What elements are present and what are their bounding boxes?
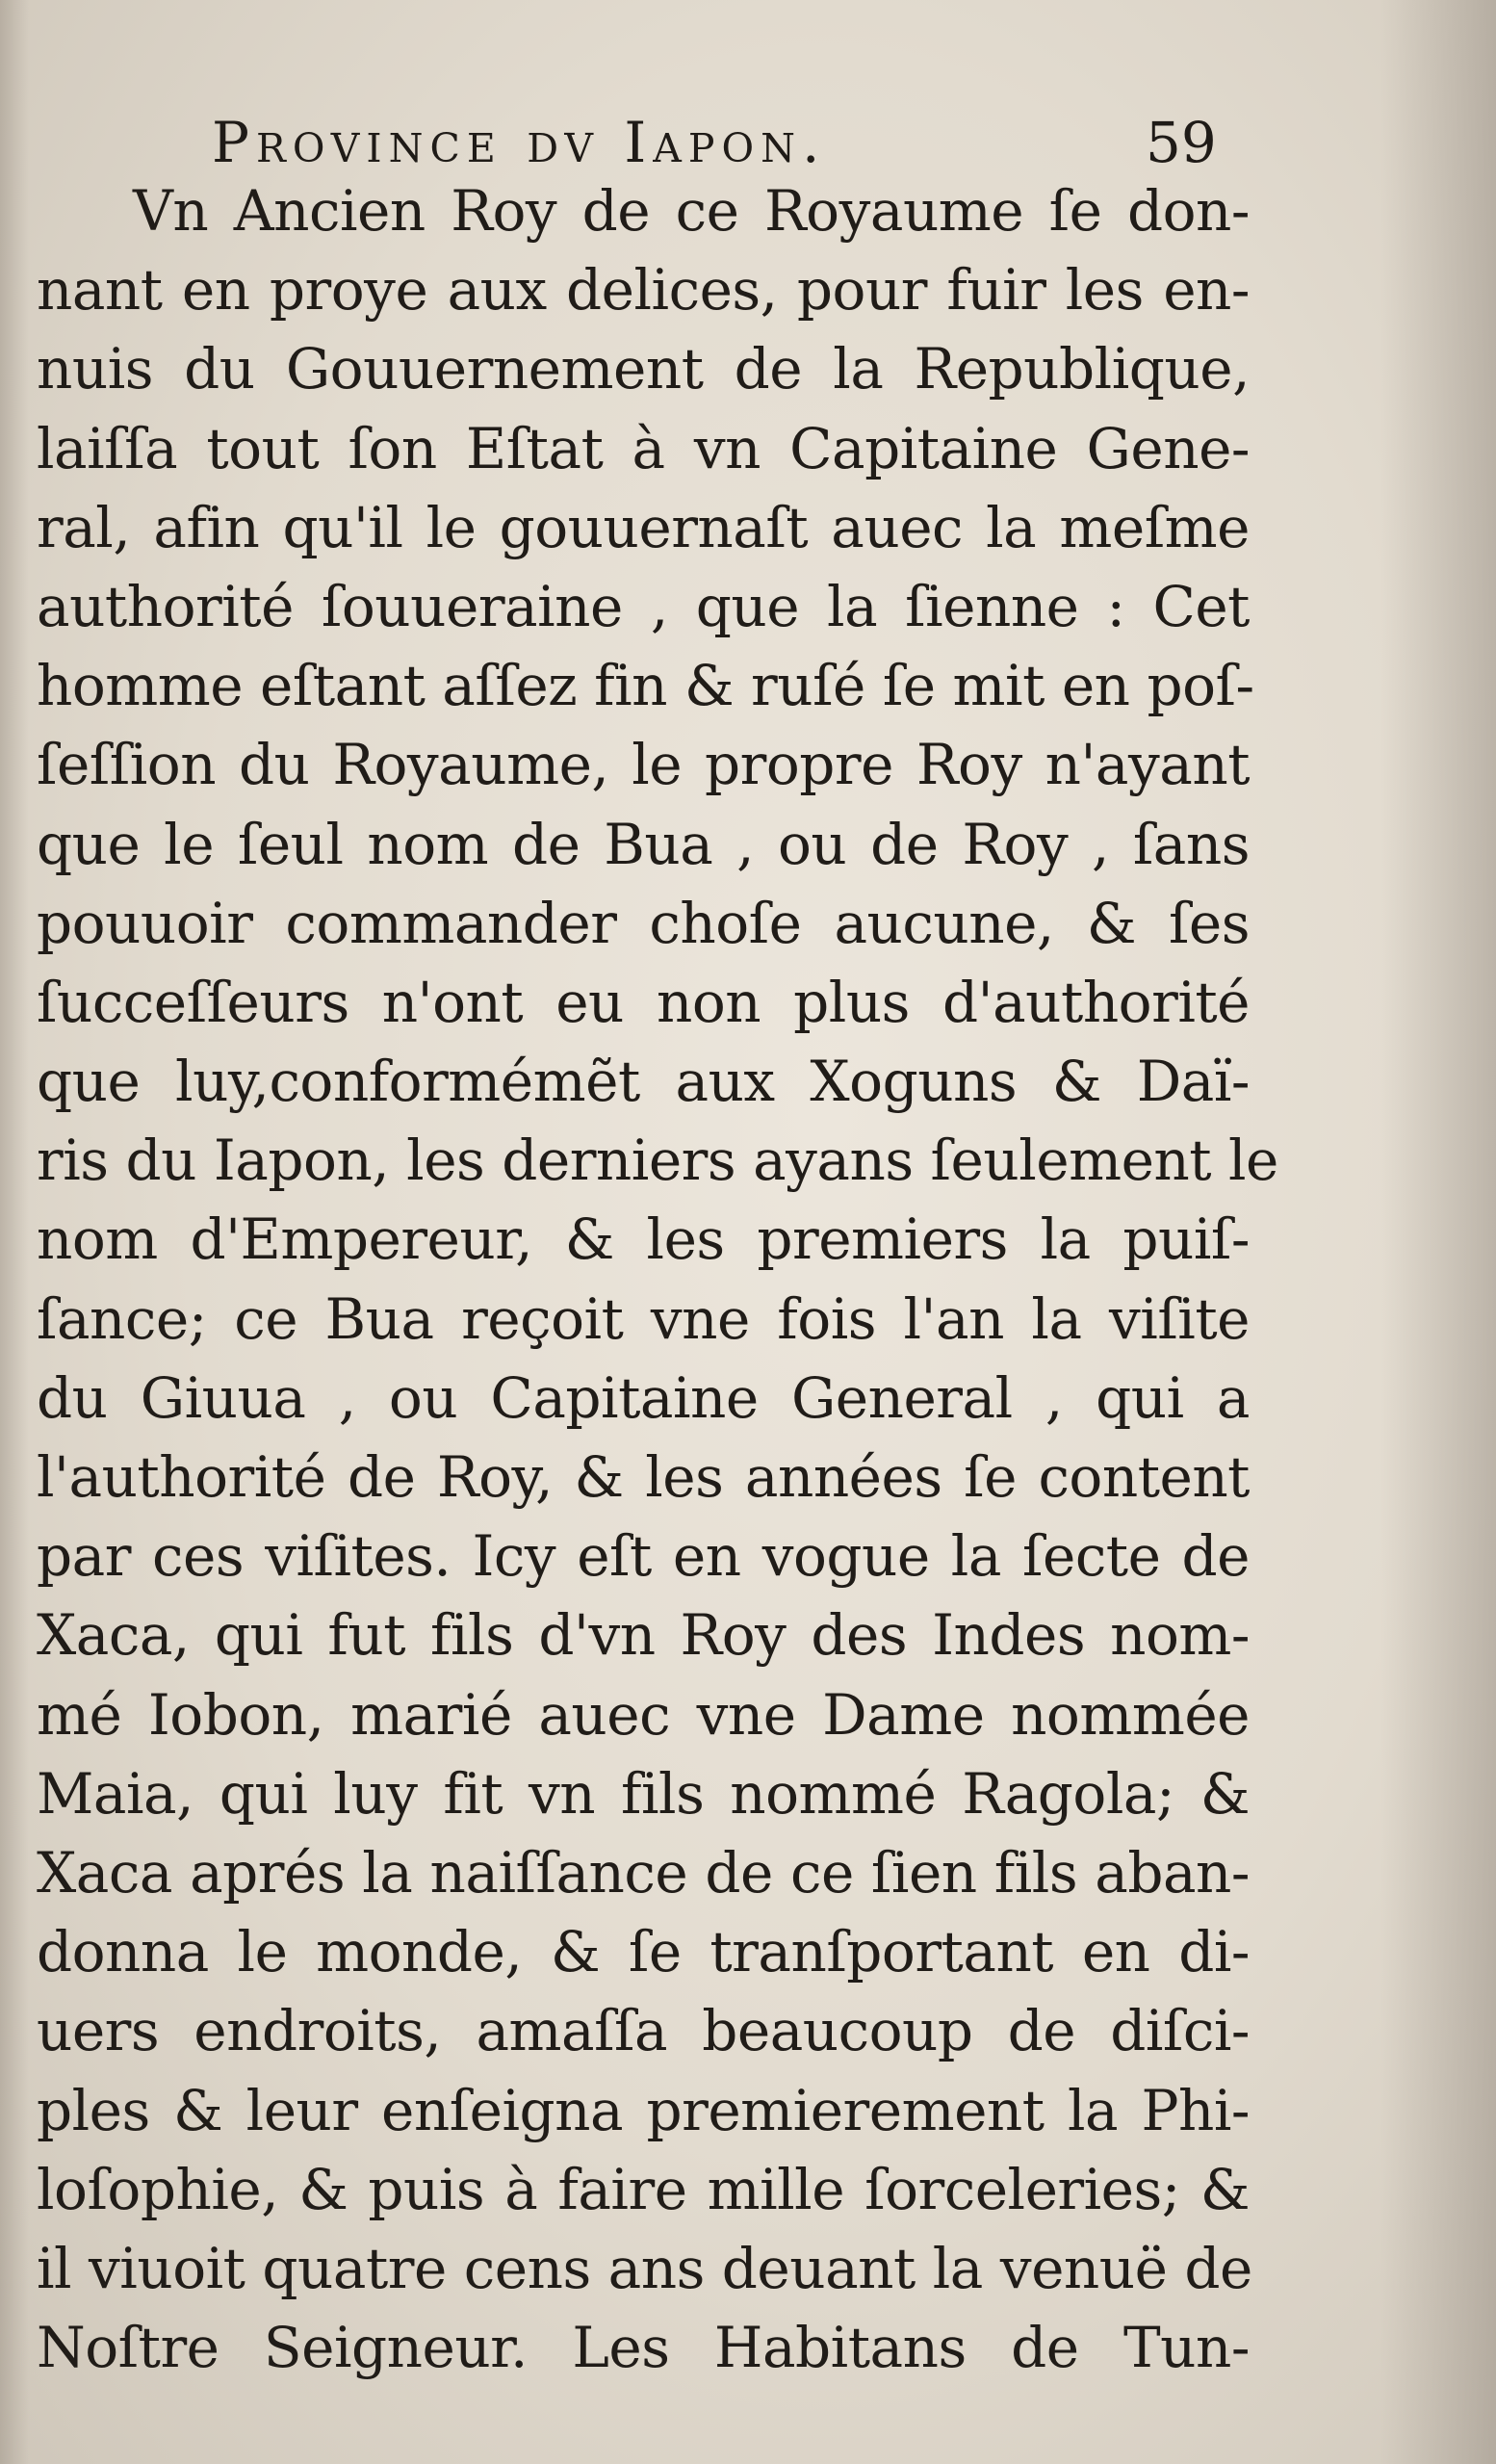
text-line: ſucceſſeurs n'ont eu non plus d'authorité — [37, 969, 1250, 1035]
page-left-edge — [0, 0, 29, 2464]
body-text — [37, 171, 1278, 2387]
text-line: Vn Ancien Roy de ce Royaume ſe don- — [133, 178, 1250, 244]
text-line: mé Iobon, marié auec vne Dame nommée — [37, 1681, 1250, 1748]
text-line: du Giuua , ou Capitaine General , qui a — [37, 1364, 1250, 1431]
text-line: par ces viſites. Icy eſt en vogue la ſecte de — [37, 1523, 1250, 1590]
text-line: que luy,conformémẽt aux Xoguns & Daï- — [37, 1049, 1250, 1115]
gutter-shadow — [1380, 0, 1496, 2464]
text-line: Xaca aprés la naiſſance de ce ſien fils aban- — [37, 1839, 1250, 1906]
text-line: l'authorité de Roy, & les années ſe content — [37, 1444, 1250, 1510]
text-line: homme eſtant aſſez fin & ruſé ſe mit en poſ- — [37, 653, 1254, 719]
text-line: ſance; ce Bua reçoit vne fois l'an la viſite — [37, 1285, 1250, 1352]
text-line: nant en proye aux delices, pour fuir les en- — [37, 257, 1250, 324]
text-line: nuis du Gouuernement de la Republique, — [37, 336, 1250, 402]
running-title: Province dv Iapon. — [212, 110, 827, 175]
text-line: Xaca, qui fut fils d'vn Roy des Indes nom- — [37, 1602, 1250, 1669]
text-line: uers endroits, amaſſa beaucoup de diſci- — [37, 1998, 1250, 2064]
text-line: ris du Iapon, les derniers ayans ſeulement le — [37, 1128, 1278, 1194]
page-header — [144, 104, 1251, 181]
text-line: loſophie, & puis à faire mille ſorceleries; & — [37, 2156, 1250, 2222]
text-line: Noſtre Seigneur. Les Habitans de Tun- — [37, 2315, 1250, 2381]
text-line: laiſſa tout ſon Eſtat à vn Capitaine Gene- — [37, 415, 1250, 481]
text-line: donna le monde, & ſe tranſportant en di- — [37, 1919, 1250, 1985]
text-line: ral, afin qu'il le gouuernaſt auec la meſme — [37, 494, 1250, 560]
text-line: authorité ſouueraine , que la ſienne : Cet — [37, 573, 1250, 639]
text-line: il viuoit quatre cens ans deuant la venuë de — [37, 2235, 1252, 2301]
text-line: ſeſſion du Royaume, le propre Roy n'ayant — [37, 732, 1250, 798]
text-line: ples & leur enſeigna premierement la Phi- — [37, 2077, 1250, 2143]
text-line: que le ſeul nom de Bua , ou de Roy , ſans — [37, 811, 1250, 877]
text-line: Maia, qui luy fit vn fils nommé Ragola; & — [37, 1760, 1250, 1827]
page-number: 59 — [1146, 110, 1217, 175]
text-line: pouuoir commander choſe aucune, & ſes — [37, 890, 1250, 956]
text-line: nom d'Empereur, & les premiers la puiſ- — [37, 1206, 1250, 1273]
